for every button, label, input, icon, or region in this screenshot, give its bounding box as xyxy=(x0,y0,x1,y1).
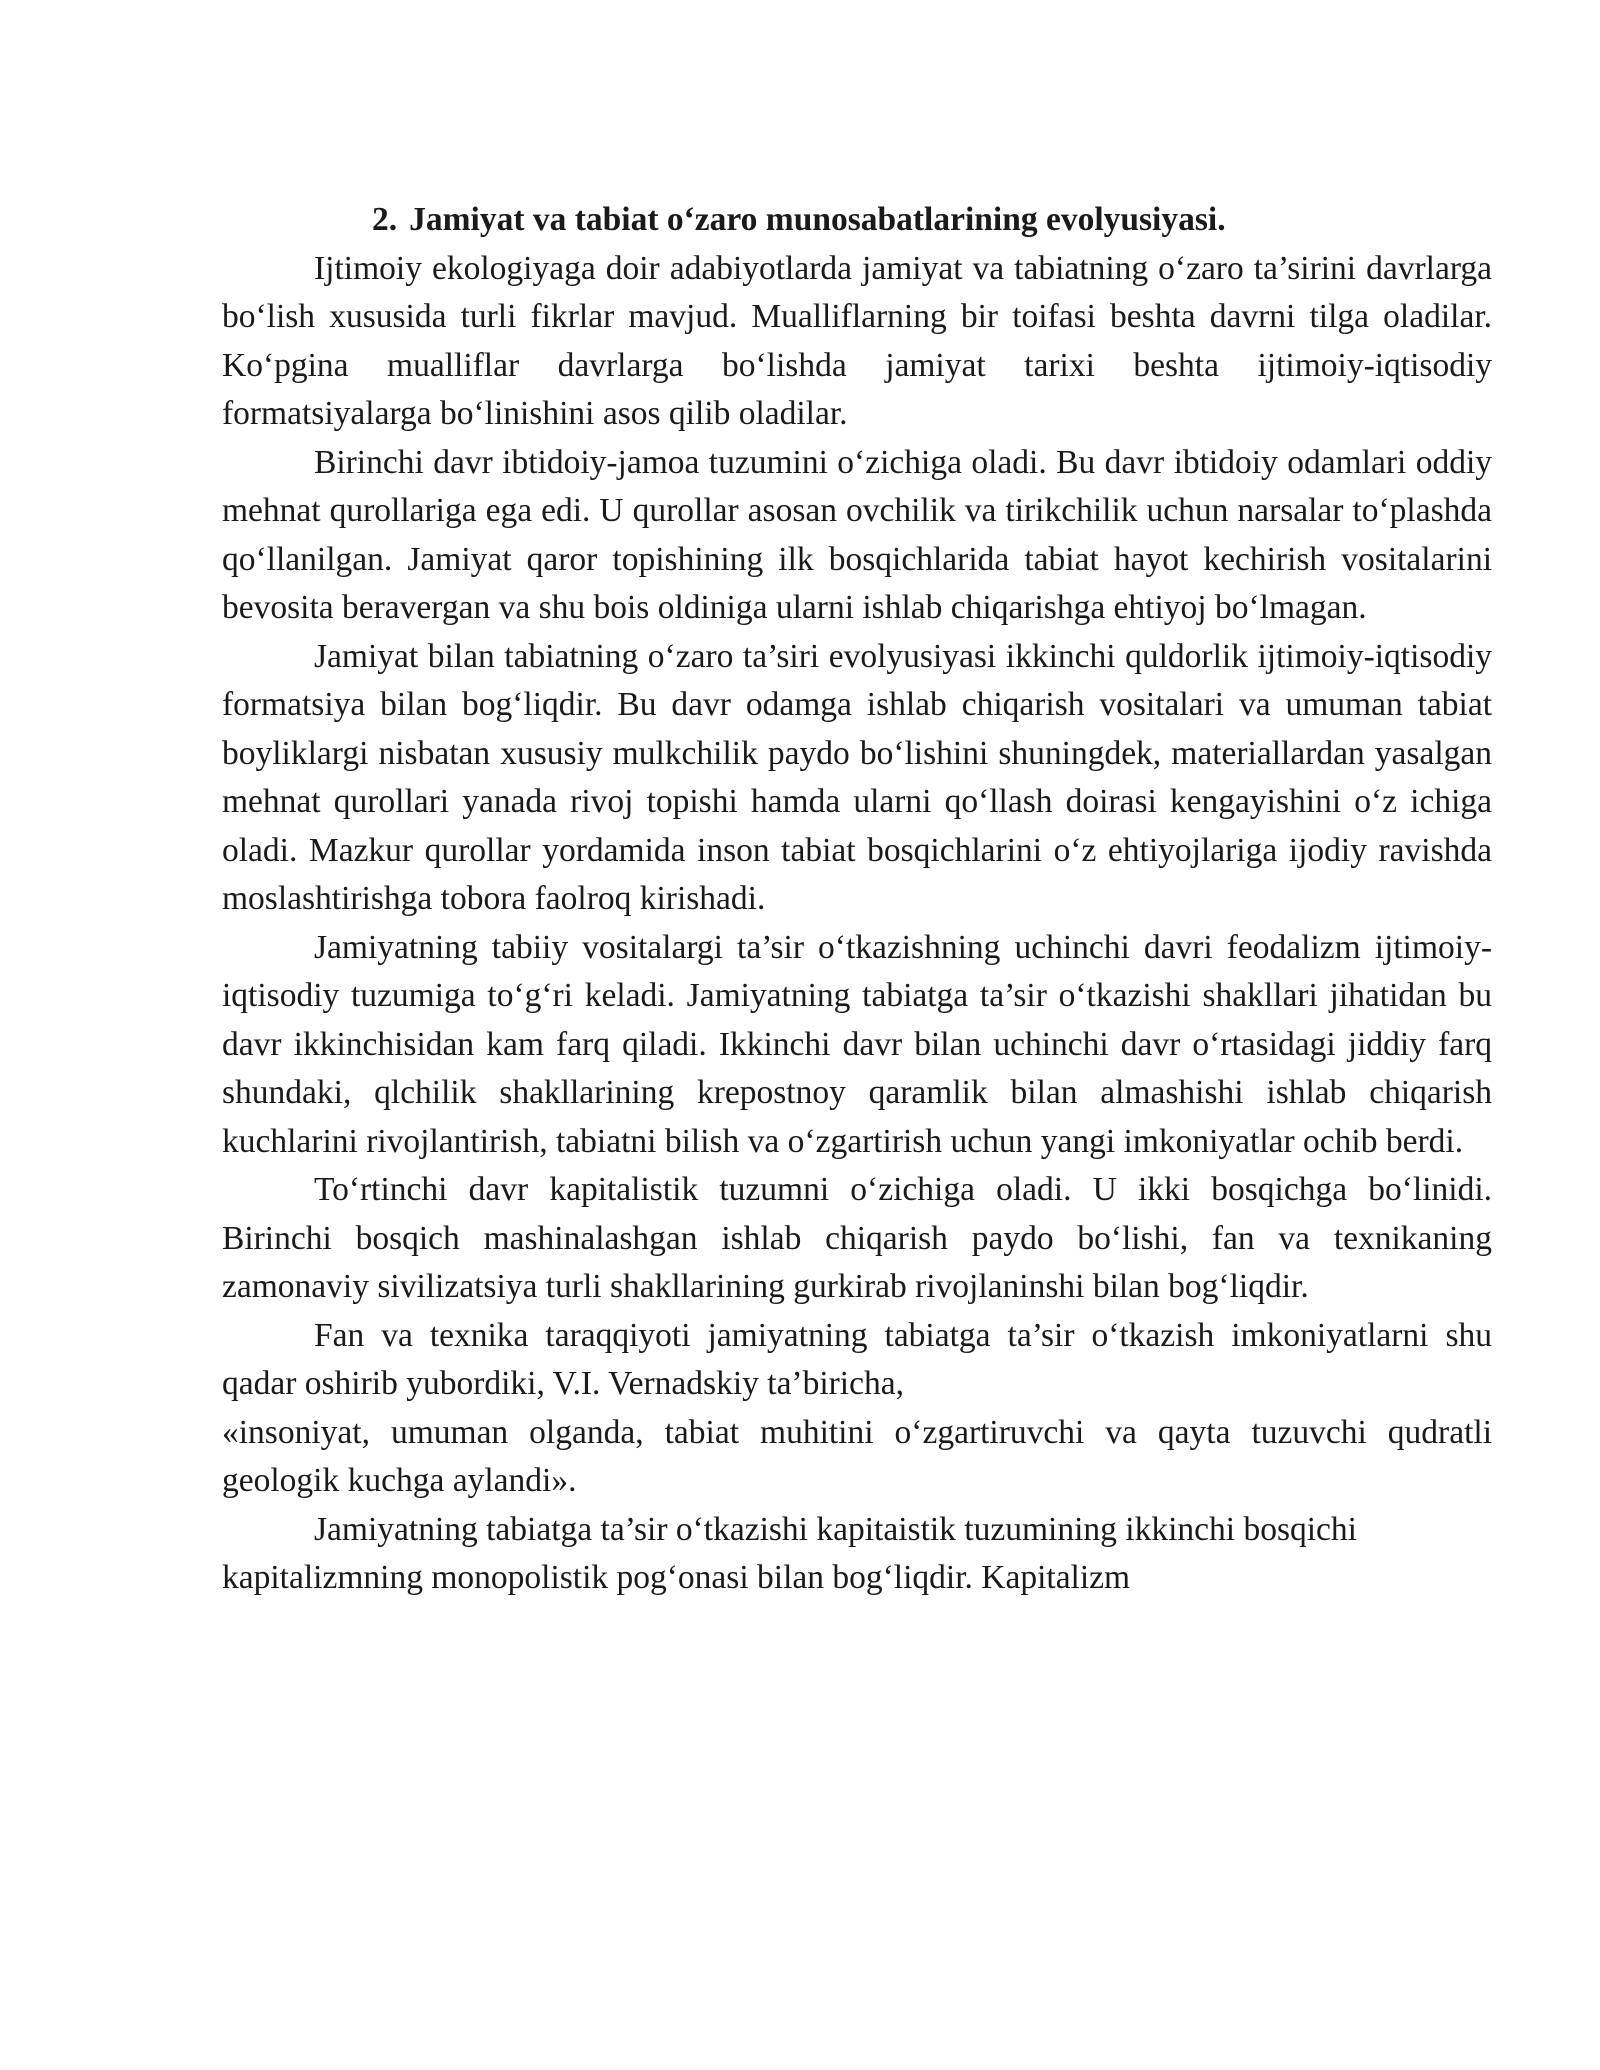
paragraph-6: Fan va texnika taraqqiyoti jamiyatning tabiatga ta’sir o‘tkazish imkoniyatlarni shu qadar oshirib yubordiki, V.I. Vernadskiy ta’biricha, xyxy=(222,1316,1492,1402)
section-heading xyxy=(222,196,1492,245)
section-number: 2. xyxy=(372,201,398,238)
document-body xyxy=(222,196,1492,1603)
paragraph-8: Jamiyatning tabiatga ta’sir o‘tkazishi kapitaistik tuzumining ikkinchi bosqichi kapitalizmning monopolistik pog‘onasi bilan bog‘liqdir. Kapitalizm xyxy=(222,1510,1357,1596)
paragraph-5: To‘rtinchi davr kapitalistik tuzumni o‘zichiga oladi. U ikki bosqichga bo‘linidi. Birinchi bosqich mashinalashgan ishlab chiqarish paydo bo‘lishi, fan va texnikaning zamonaviy sivilizatsiya turli shakllarining gurkirab rivojlaninshi bilan bog‘liqdir. xyxy=(222,1171,1492,1305)
section-title: Jamiyat va tabiat o‘zaro munosabatlarining evolyusiyasi. xyxy=(409,201,1226,238)
paragraph-1: Ijtimoiy ekologiyaga doir adabiyotlarda jamiyat va tabiatning o‘zaro ta’sirini davrlarga bo‘lish xususida turli fikrlar mavjud. Mualliflarning bir toifasi beshta davrni tilga oladilar. Ko‘pgina mualliflar davrlarga bo‘lishda jamiyat tarixi beshta ijtimoiy-iqtisodiy formatsiyalarga bo‘linishini asos qilib oladilar. xyxy=(222,249,1492,432)
paragraph-4: Jamiyatning tabiiy vositalargi ta’sir o‘tkazishning uchinchi davri feodalizm ijtimoiy-iqtisodiy tuzumiga to‘g‘ri keladi. Jamiyatning tabiatga ta’sir o‘tkazishi shakllari jihatidan bu davr ikkinchisidan kam farq qiladi. Ikkinchi davr bilan uchinchi davr o‘rtasidagi jiddiy farq shundaki, qlchilik shakllarining krepostnoy qaramlik bilan almashishi ishlab chiqarish kuchlarini rivojlantirish, tabiatni bilish va o‘zgartirish uchun yangi imkoniyatlar ochib berdi. xyxy=(222,928,1492,1160)
paragraph-3: Jamiyat bilan tabiatning o‘zaro ta’siri evolyusiyasi ikkinchi quldorlik ijtimoiy-iqtisodiy formatsiya bilan bog‘liqdir. Bu davr odamga ishlab chiqarish vositalari va umuman tabiat boyliklargi nisbatan xususiy mulkchilik paydo bo‘lishini shuningdek, materiallardan yasalgan mehnat qurollari yanada rivoj topishi hamda ularni qo‘llash doirasi kengayishini o‘z ichiga oladi. Mazkur qurollar yordamida inson tabiat bosqichlarini o‘z ehtiyojlariga ijodiy ravishda moslashtirishga tobora faolroq kirishadi. xyxy=(222,637,1492,917)
quote-paragraph: «insoniyat, umuman olganda, tabiat muhitini o‘zgartiruvchi va qayta tuzuvchi qudratli geologik kuchga aylandi». xyxy=(222,1413,1492,1499)
paragraph-2: Birinchi davr ibtidoiy-jamoa tuzumini o‘zichiga oladi. Bu davr ibtidoiy odamlari oddiy mehnat qurollariga ega edi. U qurollar asosan ovchilik va tirikchilik uchun narsalar to‘plashda qo‘llanilgan. Jamiyat qaror topishining ilk bosqichlarida tabiat hayot kechirish vositalarini bevosita beravergan va shu bois oldiniga ularni ishlab chiqarishga ehtiyoj bo‘lmagan. xyxy=(222,443,1492,626)
